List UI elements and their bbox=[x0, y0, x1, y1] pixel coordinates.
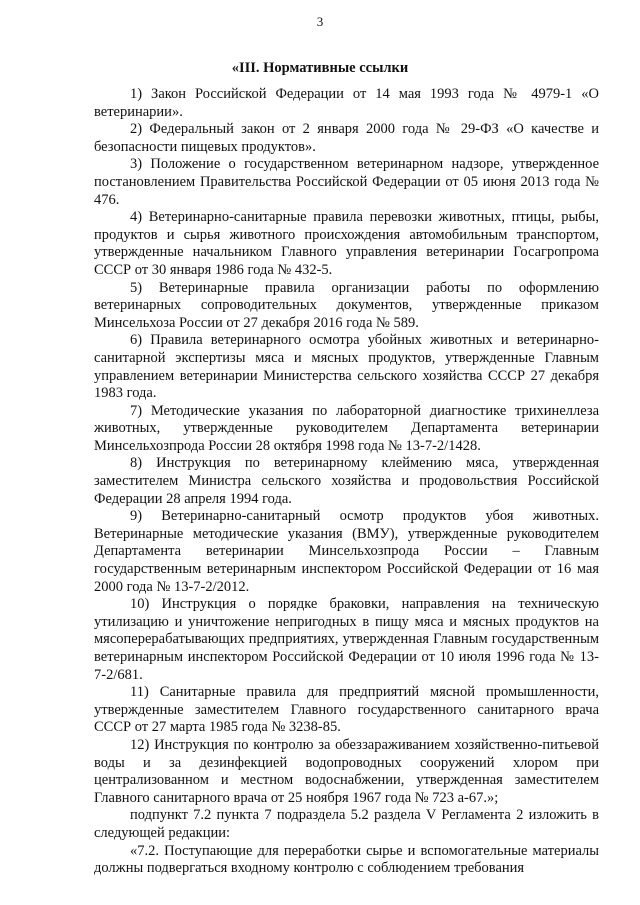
paragraph-reference-10: 10) Инструкция о порядке браковки, направления на техническую утилизацию и уничтожение непригодных в пищу мяса и мясных продуктов на мясоперерабатывающих предприятиях, утвержденная Главным государственным ветеринарным инспектором Российской Федерации от 10 июля 1996 года № 13-7-2/681. bbox=[94, 596, 599, 683]
paragraph-reference-5: 5) Ветеринарные правила организации работы по оформлению ветеринарных сопроводительных документов, утвержденные приказом Минсельхоза России от 27 декабря 2016 года № 589. bbox=[94, 279, 599, 331]
paragraph-reference-6: 6) Правила ветеринарного осмотра убойных животных и ветеринарно-санитарной экспертизы мяса и мясных продуктов, утвержденные Главным управлением ветеринарии Министерства сельского хозяйства СССР 27 декабря 1983 года. bbox=[94, 332, 599, 402]
paragraph-reference-2: 2) Федеральный закон от 2 января 2000 года № 29-ФЗ «О качестве и безопасности пищевых продуктов». bbox=[94, 121, 599, 155]
paragraph-reference-11: 11) Санитарные правила для предприятий мясной промышленности, утвержденные заместителем Главного государственного санитарного врача СССР от 27 марта 1985 года № 3238-85. bbox=[94, 684, 599, 736]
section-title: «III. Нормативные ссылки bbox=[231, 60, 409, 76]
paragraph-reference-9: 9) Ветеринарно-санитарный осмотр продуктов убоя животных. Ветеринарные методические указания (ВМУ), утвержденные руководителем Департамента ветеринарии Минсельхозпрода России – Главным государственным ветеринарным инспектором Российской Федерации от 16 мая 2000 года № 13-7-2/2012. bbox=[94, 508, 599, 595]
paragraph-reference-1: 1) Закон Российской Федерации от 14 мая 1993 года № 4979-1 «О ветеринарии». bbox=[94, 86, 599, 120]
document-body bbox=[94, 86, 599, 878]
paragraph-amendment-text: «7.2. Поступающие для переработки сырье и вспомогательные материалы должны подвергаться входному контролю с соблюдением требования bbox=[94, 842, 599, 877]
paragraph-reference-7: 7) Методические указания по лабораторной диагностике трихинеллеза животных, утвержденные руководителем Департамента ветеринарии Минсельхозпрода России 28 октября 1998 года № 13-7-2/1428. bbox=[94, 402, 599, 454]
paragraph-reference-12: 12) Инструкция по контролю за обеззараживанием хозяйственно-питьевой воды и за дезинфекцией водопроводных сооружений хлором при централизованном и местном водоснабжении, утвержденная заместителем Главного санитарного врача от 25 ноября 1967 года № 723 а-67.»; bbox=[94, 736, 599, 806]
paragraph-reference-3: 3) Положение о государственном ветеринарном надзоре, утвержденное постановлением Правительства Российской Федерации от 05 июня 2013 года № 476. bbox=[94, 156, 599, 208]
paragraph-reference-8: 8) Инструкция по ветеринарному клеймению мяса, утвержденная заместителем Министра сельского хозяйства и продовольствия Российской Федерации 28 апреля 1994 года. bbox=[94, 455, 599, 507]
paragraph-reference-4: 4) Ветеринарно-санитарные правила перевозки животных, птицы, рыбы, продуктов и сырья животного происхождения автомобильным транспортом, утвержденные начальником Главного управления ветеринарии Госагропрома СССР от 30 января 1986 года № 432-5. bbox=[94, 209, 599, 278]
paragraph-amendment-intro: подпункт 7.2 пункта 7 подраздела 5.2 раздела V Регламента 2 изложить в следующей редакции: bbox=[94, 807, 599, 841]
page-number: 3 bbox=[316, 14, 324, 29]
